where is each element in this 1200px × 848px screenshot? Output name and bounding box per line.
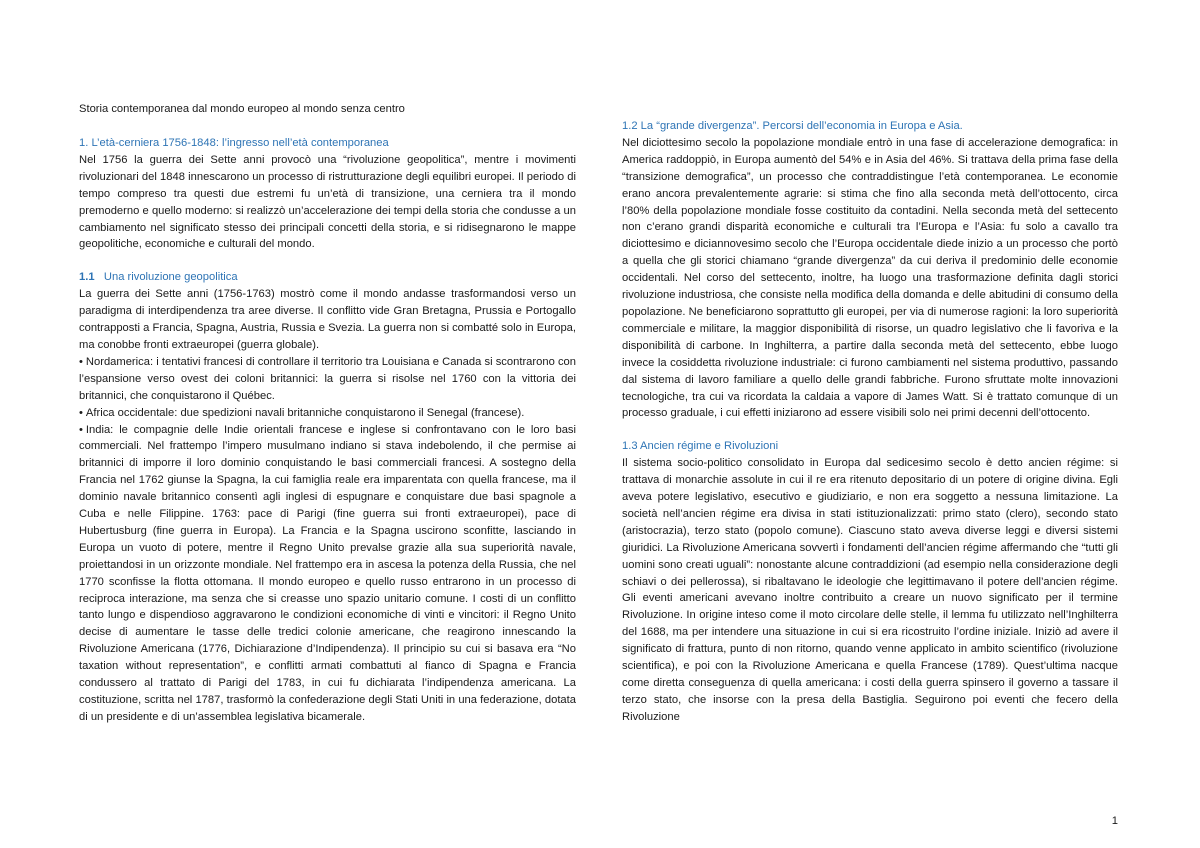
- page-number: 1: [1111, 815, 1118, 827]
- section-1-3-body: Il sistema socio-politico consolidato in Europa dal sedicesimo secolo è detto ancien régime: si trattava di monarchie assolute in cui il re era ritenuto depositario di un potere di origine divina. Egli aveva potere legislativo, esecutivo e giudiziario, e non era soggetto a nessuna limitazione. La società nell’ancien régime era divisa in stati istituzionalizzati: primo stato (clero), secondo stato (aristocrazia), terzo stato (popolo comune). Ciascuno stato aveva diverse leggi e diversi sistemi giuridici. La Rivoluzione Americana sovvertì i fondamenti dell’ancien régime affermando che “tutti gli uomini sono creati uguali”: nonostante alcune contraddizioni (ad esempio nella considerazione degli schiavi o dei pellerossa), si ribaltavano le ideologie che legittimavano il potere dell’ancien régime. Gli eventi americani avevano inoltre contribuito a creare un nuovo significato per il termine Rivoluzione. In origine inteso come il moto circolare delle stelle, il lemma fu utilizzato nell’Inghilterra del 1688, ma per intendere una situazione in cui si era ricostruito l’ordine iniziale. Iniziò ad avere il significato di frattura, punto di non ritorno, quando venne applicato in ambito scientifico (rivoluzione scientifica), e poi con la Rivoluzione Americana e quella Francese (1789). Quest’ultima nacque come diretta conseguenza di quella americana: i costi della guerra spinsero il governo a tassare il terzo stato, che insorse con la presa della Bastiglia. Seguirono poi eventi che fecero della Rivoluzione: [622, 457, 1118, 723]
- spacer: [79, 253, 576, 269]
- section-1-3-heading: 1.3 Ancien régime e Rivoluzioni: [622, 440, 779, 453]
- right-column: [622, 118, 1118, 726]
- bullet-icon: •: [79, 406, 83, 419]
- bullet-item: [79, 422, 576, 726]
- spacer: [622, 422, 1118, 438]
- section-1-2-heading: 1.2 La “grande divergenza”. Percorsi dell’economia in Europa e Asia.: [622, 120, 963, 132]
- bullet-text: India: le compagnie delle Indie orientali francese e inglese si confrontavano con le loro basi commerciali. Nel frattempo l’impero musulmano indiano si stava indebolendo, il che permise ai britannici di imporre il loro dominio conquistando le basi commerciali francesi. A sostegno della Francia nel 1762 giunse la Spagna, la cui famiglia reale era imparentata con quella francese, ma il dominio navale britannico consentì agli inglesi di espugnare e conquistare due basi spagnole a Cuba e nelle Filippine. 1763: pace di Parigi (fine guerra sui fronti extraeuropei), pace di Hubertusburg (fine guerra in Europa). La Francia e la Spagna uscirono sconfitte, lasciando in Europa un vuoto di potere, mentre il Regno Unito prevalse grazie alla sua superiorità navale, proiettandosi in un orizzonte mondiale. Nel frattempo era in ascesa la potenza della Russia, che nel 1770 sconfisse la flotta ottomana. Il mondo europeo e quello russo entrarono in un processo di reciproca interazione, ma senza che si creasse uno spazio unitario comune. I costi di un conflitto tanto lungo e dispendioso aggravarono le condizioni economiche di vinti e vincitori: il Regno Unito decise di aumentare le tasse delle tredici colonie americane, che reagirono innescando la Rivoluzione Americana (1776, Dichiarazione d’Indipendenza). Il principio su cui si basava era “No taxation without representation”, e conflitti armati combattuti al fianco di Spagna e Francia condussero al trattato di Parigi del 1783, in cui fu dichiarata l’indipendenza americana. La costituzione, scritta nel 1787, trasformò la confederazione degli Stati Uniti in una federazione, dotata di un presidente e di un’assemblea legislativa bicamerale.: [79, 423, 576, 723]
- bullet-icon: •: [79, 423, 83, 436]
- section-1-1-title: Una rivoluzione geopolitica: [103, 271, 238, 284]
- section-1-heading: 1. L’età-cerniera 1756-1848: l’ingresso nell’età contemporanea: [79, 137, 389, 149]
- bullet-text: Nordamerica: i tentativi francesi di controllare il territorio tra Louisiana e Canada si scontrarono con l’espansione verso ovest dei coloni britannici: la guerra si risolse nel 1760 con la vittoria dei britannici, che conquistarono il Québec.: [79, 355, 576, 402]
- document-title: Storia contemporanea dal mondo europeo al mondo senza centro: [79, 103, 405, 115]
- section-1-1-number: 1.1: [79, 271, 95, 284]
- section-1-1-body: La guerra dei Sette anni (1756-1763) mostrò come il mondo andasse trasformandosi verso un paradigma di interdipendenza tra aree diverse. Il conflitto vide Gran Bretagna, Prussia e Portogallo contrapposti a Francia, Spagna, Austria, Russia e Svezia. La guerra non si combatté solo in Europa, ma conobbe fronti extraeuropei (guerra globale).: [79, 288, 576, 351]
- section-1-2-body: Nel diciottesimo secolo la popolazione mondiale entrò in una fase di accelerazione demografica: in America raddoppiò, in Europa aumentò del 54% e in Asia del 46%. Si trattava della prima fase della “transizione demografica”, un processo che contraddistingue l’età contemporanea. Le economie erano ancora prevalentemente agrarie: si stima che fino alla seconda metà dell’ottocento, circa l’80% della popolazione mondiale fosse costituito da contadini. Nella seconda metà del settecento non c’erano grandi disparità economiche e culturali tra l’Europa e l’Asia: fu solo a cavallo tra diciottesimo e diciannovesimo secolo che l’Europa occidentale diede inizio a un processo che portò a quella che gli storici chiamano “grande divergenza” da cui deriva il predominio delle economie occidentali. Nel corso del settecento, inoltre, ha luogo una trasformazione definita dagli storici rivoluzione industriosa, che consiste nella modifica della domanda e delle abitudini di consumo della popolazione. Ne beneficiarono soprattutto gli europei, per via di numerose ragioni: la loro superiorità commerciale e militare, la maggior disponibilità di risorse, un quadro legislativo che li favoriva e la disponibilità di carbone. In Inghilterra, a partire dalla seconda metà del settecento, ebbe luogo invece la cosiddetta rivoluzione industriale: ci furono cambiamenti nel sistema produttivo, passando dal sistema di lavoro familiare a quello delle grandi fabbriche. Furono sfruttate molte innovazioni tecnologiche, tra cui va ricordata la caldaia a vapore di James Watt. Si è trattato comunque di un processo graduale, i cui effetti iniziarono ad essere visibili solo nei primi decenni dell’ottocento.: [622, 136, 1118, 420]
- section-1-body: Nel 1756 la guerra dei Sette anni provocò una “rivoluzione geopolitica”, mentre i movimenti rivoluzionari del 1848 innescarono un processo di ristrutturazione degli equilibri europei. Il periodo di tempo compreso tra questi due estremi fu un’età di transizione, una cerniera tra il mondo premoderno e quello moderno: si realizzò un’accelerazione dei tempi della storia che condusse a un cambiamento nel significato stesso dei principali concetti della storia, e si ridisegnarono le mappe geopolitiche, economiche e culturali del mondo.: [79, 153, 576, 251]
- bullet-text: Africa occidentale: due spedizioni navali britanniche conquistarono il Senegal (francese).: [85, 406, 525, 419]
- section-1-1-heading: [79, 269, 576, 286]
- left-column: [79, 135, 576, 726]
- bullet-item: [79, 354, 576, 405]
- bullet-item: [79, 405, 576, 422]
- bullet-icon: •: [79, 355, 83, 368]
